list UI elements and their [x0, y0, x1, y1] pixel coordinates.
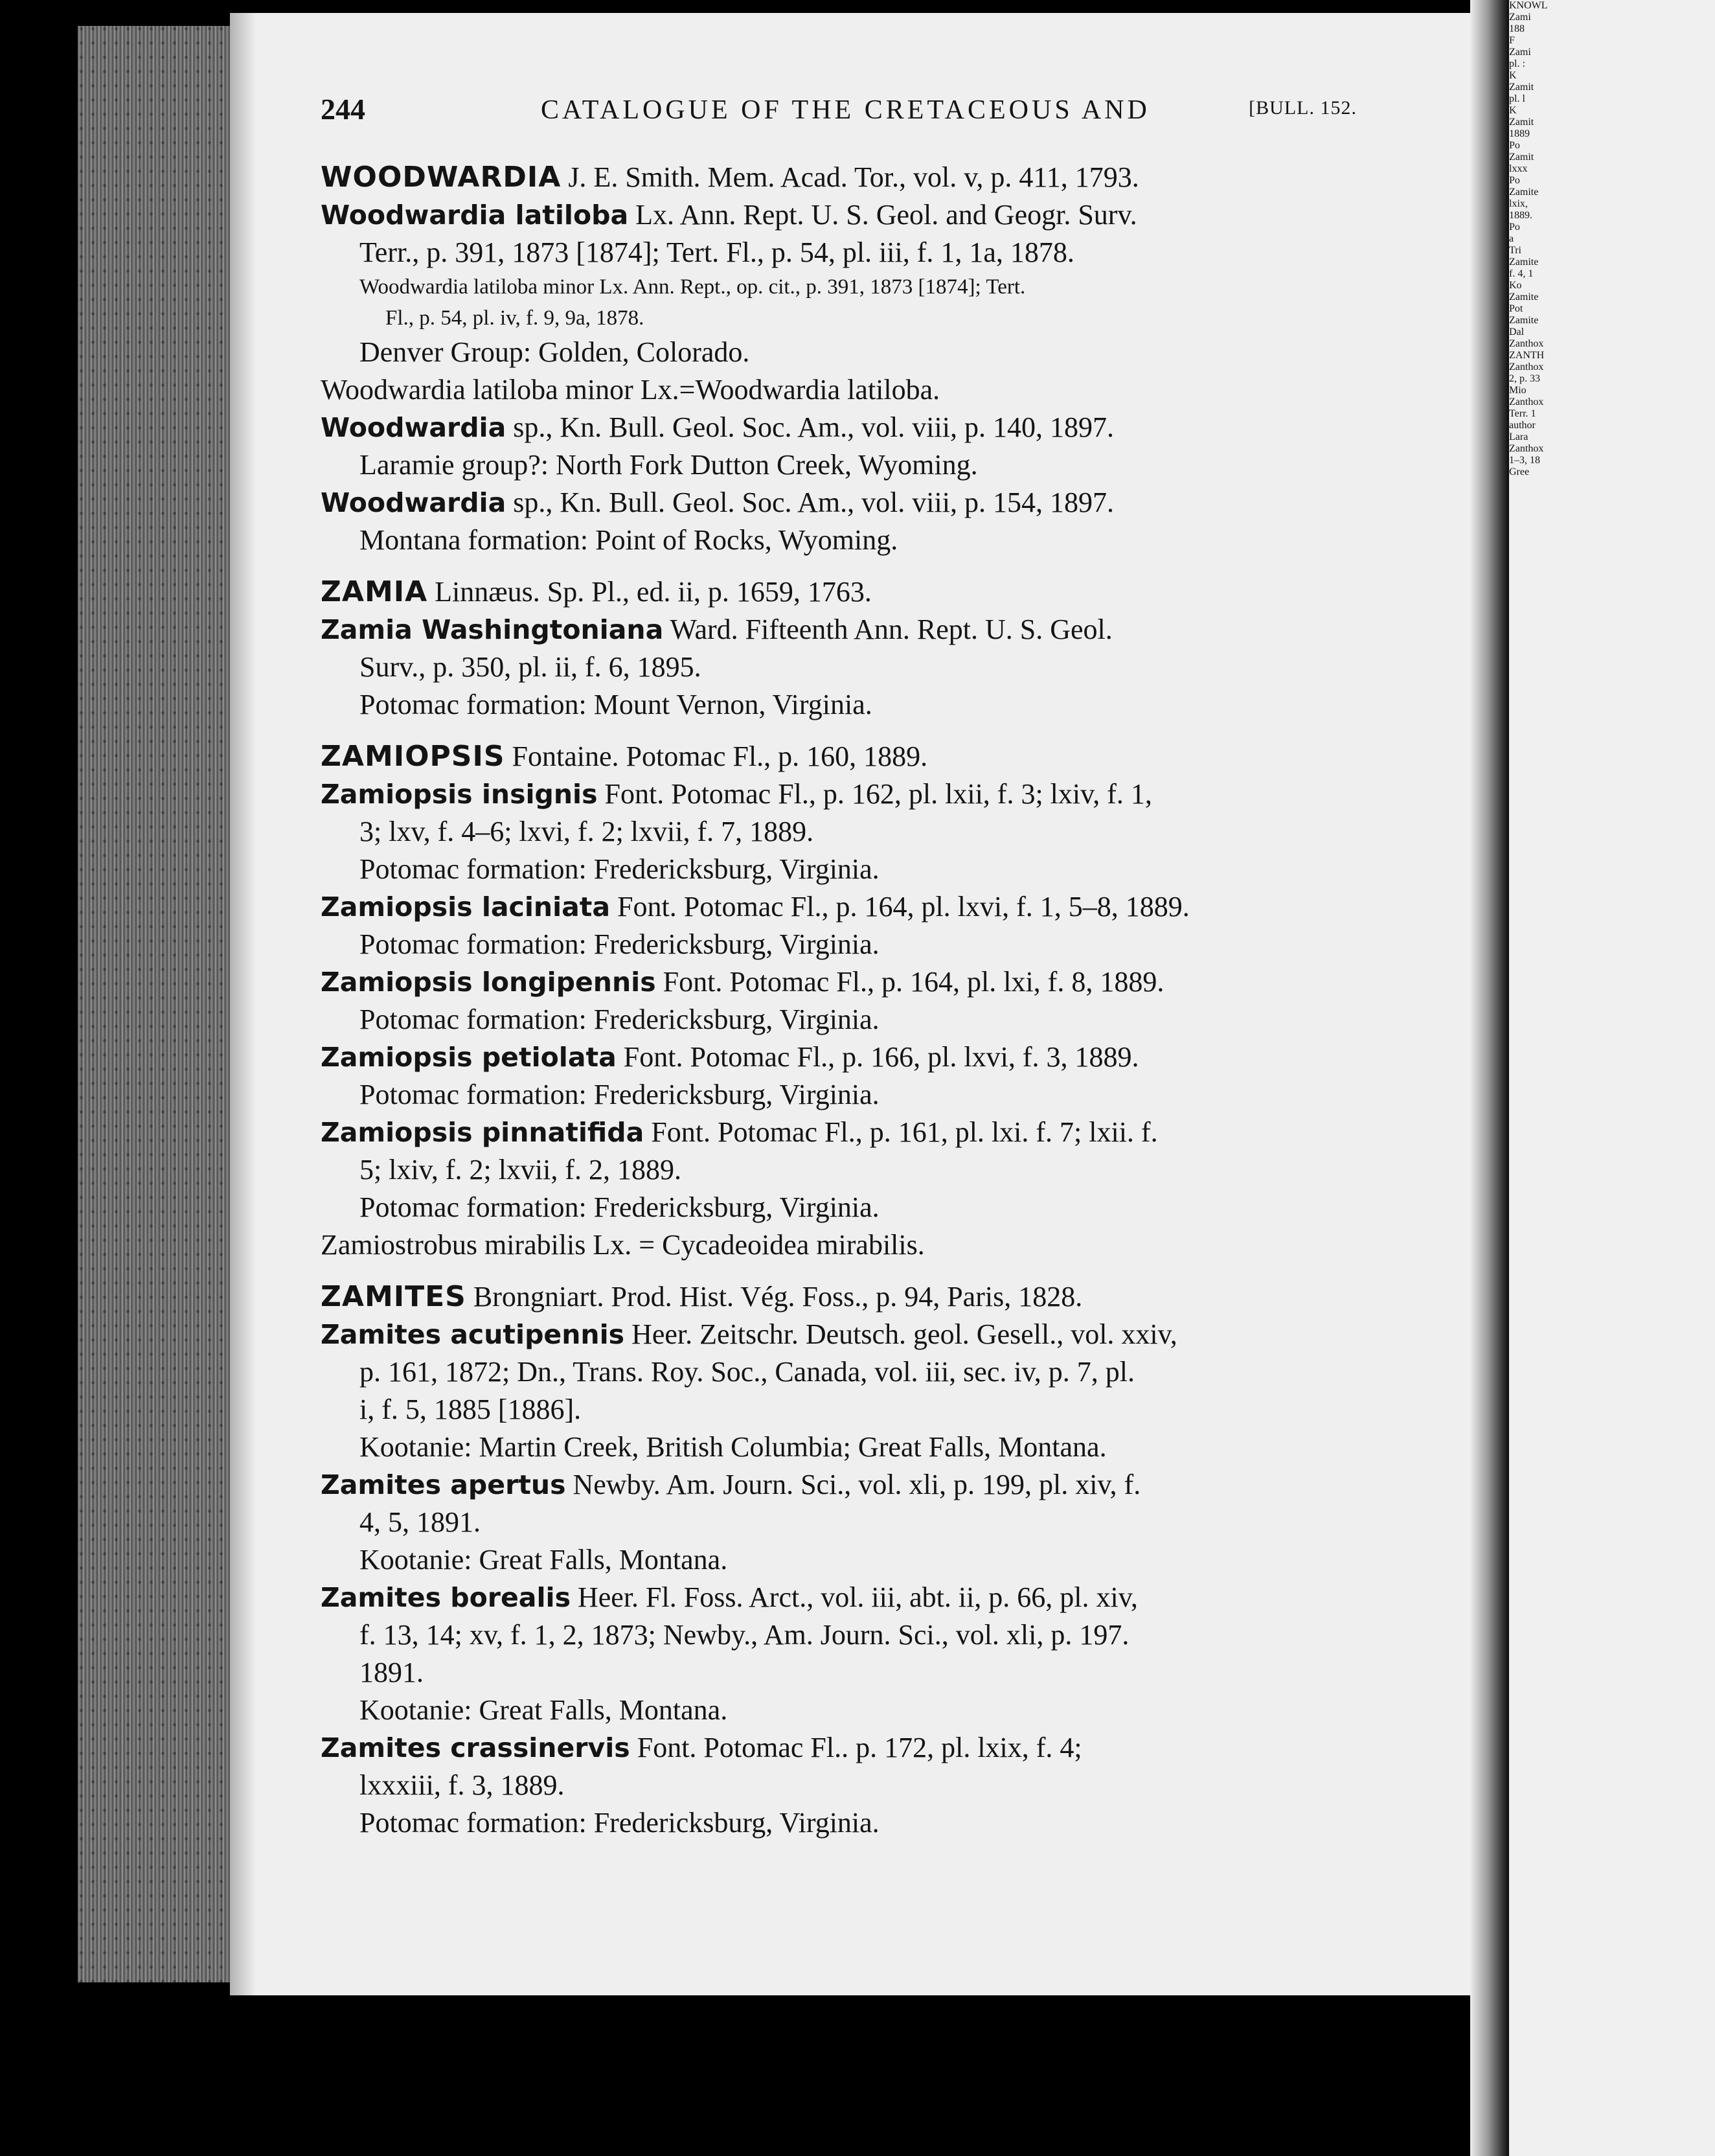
right-page-text-fragment: author — [1509, 420, 1536, 431]
citation-text: Newby. Am. Journ. Sci., vol. xli, p. 199, pl. xiv, f. — [565, 1469, 1141, 1500]
catalogue-line — [321, 1353, 1370, 1391]
citation-text: sp., Kn. Bull. Geol. Soc. Am., vol. viii, p. 154, 1897. — [506, 487, 1114, 518]
catalogue-line — [321, 1804, 1370, 1842]
right-page-text-fragment: Zamite — [1509, 257, 1539, 268]
right-page-text-fragment: Zamite — [1509, 292, 1539, 303]
catalogue-line — [321, 686, 1370, 724]
catalogue-line — [321, 1767, 1370, 1804]
catalogue-line — [321, 484, 1370, 522]
right-page-text-fragment: 1889. — [1509, 210, 1532, 221]
catalogue-line — [321, 1114, 1370, 1151]
catalogue-line — [321, 371, 1370, 409]
citation-text: 5; lxiv, f. 2; lxvii, f. 2, 1889. — [359, 1154, 682, 1186]
citation-text: Fontaine. Potomac Fl., p. 160, 1889. — [505, 740, 928, 772]
running-title: CATALOGUE OF THE CRETACEOUS AND — [541, 95, 1150, 125]
citation-text: Brongniart. Prod. Hist. Vég. Foss., p. 94, Paris, 1828. — [466, 1281, 1083, 1313]
right-page-text-fragment: Zamite — [1509, 187, 1539, 198]
catalogue-line — [321, 334, 1370, 371]
citation-text: Font. Potomac Fl.. p. 172, pl. lxix, f. 4; — [630, 1732, 1082, 1763]
citation-text: p. 161, 1872; Dn., Trans. Roy. Soc., Canada, vol. iii, sec. iv, p. 7, pl. — [359, 1356, 1135, 1388]
locality-text: Potomac formation: Fredericksburg, Virginia. — [359, 1807, 880, 1839]
locality-text: Kootanie: Great Falls, Montana. — [359, 1694, 728, 1726]
species-name: Zamiopsis longipennis — [321, 967, 656, 998]
section-gap — [321, 559, 1370, 573]
right-page-text-fragment: 2, p. 33 — [1509, 373, 1540, 384]
catalogue-line — [321, 1278, 1370, 1316]
right-page-text-fragment: Po — [1509, 175, 1520, 186]
locality-text: Denver Group: Golden, Colorado. — [359, 336, 750, 368]
catalogue-line — [321, 1729, 1370, 1767]
catalogue-line — [321, 648, 1370, 686]
catalogue-line — [321, 1189, 1370, 1226]
locality-text: Potomac formation: Fredericksburg, Virginia. — [359, 853, 880, 885]
catalogue-line — [321, 775, 1370, 813]
catalogue-line — [321, 1226, 1370, 1264]
book-page-edges — [78, 26, 233, 1982]
locality-text: Kootanie: Great Falls, Montana. — [359, 1544, 728, 1576]
citation-text: Woodwardia latiloba minor Lx. Ann. Rept., op. cit., p. 391, 1873 [1874]; Tert. — [359, 275, 1026, 299]
catalogue-line — [321, 1654, 1370, 1692]
citation-text: i, f. 5, 1885 [1886]. — [359, 1393, 582, 1425]
catalogue-line — [321, 522, 1370, 559]
catalogue-line — [321, 573, 1370, 611]
species-name: Zamiopsis petiolata — [321, 1042, 617, 1073]
right-page-text-fragment: F — [1509, 35, 1515, 46]
species-name: Woodwardia — [321, 487, 506, 518]
catalogue-entries — [321, 159, 1370, 1842]
citation-text: Font. Potomac Fl., p. 164, pl. lxvi, f. 1, 5–8, 1889. — [610, 891, 1190, 923]
catalogue-line — [321, 1391, 1370, 1428]
catalogue-line — [321, 303, 1370, 334]
citation-text: 1891. — [359, 1657, 424, 1688]
locality-text: Potomac formation: Fredericksburg, Virginia. — [359, 1003, 880, 1035]
locality-text: Montana formation: Point of Rocks, Wyoming. — [359, 524, 898, 556]
bulletin-reference: [BULL. 152. — [1249, 97, 1357, 119]
page-number: 244 — [321, 93, 365, 126]
right-page-text-fragment: ZANTH — [1509, 350, 1545, 361]
catalogue-line — [321, 1038, 1370, 1076]
catalogue-line — [321, 196, 1370, 234]
catalogue-line — [321, 1466, 1370, 1504]
citation-text: Font. Potomac Fl., p. 161, pl. lxi. f. 7; lxii. f. — [644, 1116, 1158, 1148]
book-gutter — [1470, 0, 1509, 2156]
right-page-text-fragment: Zanthox — [1509, 338, 1544, 349]
citation-text: Ward. Fifteenth Ann. Rept. U. S. Geol. — [663, 614, 1113, 645]
citation-text: Zamiostrobus mirabilis Lx. = Cycadeoidea mirabilis. — [321, 1229, 925, 1261]
citation-text: J. E. Smith. Mem. Acad. Tor., vol. v, p. 411, 1793. — [561, 161, 1139, 193]
citation-text: Fl., p. 54, pl. iv, f. 9, 9a, 1878. — [385, 306, 644, 330]
citation-text: Font. Potomac Fl., p. 166, pl. lxvi, f. 3, 1889. — [616, 1041, 1139, 1073]
right-page-text-fragment: Ko — [1509, 280, 1522, 291]
right-page-text-fragment: Zanthox — [1509, 396, 1544, 407]
right-page-text-fragment: Zami — [1509, 47, 1531, 58]
locality-text: Potomac formation: Fredericksburg, Virginia. — [359, 1191, 880, 1223]
section-gap — [321, 1264, 1370, 1278]
right-page-text-fragment: Zamit — [1509, 117, 1534, 128]
species-name: Zamiopsis laciniata — [321, 891, 611, 923]
right-page-text-fragment: Lara — [1509, 431, 1528, 442]
catalogue-line — [321, 1151, 1370, 1189]
locality-text: Laramie group?: North Fork Dutton Creek, Wyoming. — [359, 449, 978, 481]
citation-text: Lx. Ann. Rept. U. S. Geol. and Geogr. Surv. — [628, 199, 1137, 231]
right-page-text-fragment: 1–3, 18 — [1509, 455, 1540, 466]
right-page-text-fragment: Zamite — [1509, 315, 1539, 326]
catalogue-line — [321, 1541, 1370, 1579]
species-name: Woodwardia — [321, 412, 506, 443]
locality-text: Potomac formation: Mount Vernon, Virginia. — [359, 689, 872, 720]
right-page-text-fragment: Mio — [1509, 385, 1527, 396]
catalogue-line — [321, 1616, 1370, 1654]
right-page-text-fragment: Tri — [1509, 245, 1521, 256]
catalogue-line — [321, 409, 1370, 446]
citation-text: Font. Potomac Fl., p. 162, pl. lxii, f. 3; lxiv, f. 1, — [597, 778, 1152, 810]
locality-text: Potomac formation: Fredericksburg, Virginia. — [359, 928, 880, 960]
right-page-text-fragment: K — [1509, 105, 1517, 116]
right-page-text-fragment: Po — [1509, 222, 1520, 233]
right-page-text-fragment: 188 — [1509, 23, 1525, 34]
catalogue-line — [321, 1504, 1370, 1541]
citation-text: Terr., p. 391, 1873 [1874]; Tert. Fl., p. 54, pl. iii, f. 1, 1a, 1878. — [359, 236, 1074, 268]
species-name: Zamia Washingtoniana — [321, 614, 664, 645]
catalogue-line — [321, 611, 1370, 648]
section-gap — [321, 724, 1370, 738]
catalogue-line — [321, 738, 1370, 775]
citation-text: lxxxiii, f. 3, 1889. — [359, 1769, 565, 1801]
catalogue-line — [321, 963, 1370, 1001]
right-page-text-fragment: pl. : — [1509, 58, 1525, 69]
species-name: Woodwardia latiloba — [321, 200, 629, 231]
catalogue-line — [321, 1001, 1370, 1038]
right-page-text-fragment: Terr. 1 — [1509, 408, 1536, 419]
right-page-text-fragment: Pot — [1509, 303, 1523, 314]
right-page-text-fragment: lxxx — [1509, 163, 1528, 174]
species-name: Zamiopsis pinnatifida — [321, 1117, 644, 1148]
citation-text: Woodwardia latiloba minor Lx.=Woodwardia latiloba. — [321, 374, 940, 406]
catalogue-line — [321, 1692, 1370, 1729]
species-name: Zamites acutipennis — [321, 1319, 625, 1350]
right-page-text-fragment: Zanthox — [1509, 361, 1544, 373]
locality-text: Kootanie: Martin Creek, British Columbia; Great Falls, Montana. — [359, 1431, 1107, 1463]
catalogue-line — [321, 271, 1370, 303]
species-name: Zamites borealis — [321, 1582, 571, 1613]
right-page-text-fragment: Zamit — [1509, 152, 1534, 163]
right-page-text-fragment: 1889 — [1509, 128, 1530, 139]
right-page-text-fragment: Po — [1509, 140, 1520, 151]
genus-name: WOODWARDIA — [321, 161, 562, 194]
citation-text: Font. Potomac Fl., p. 164, pl. lxi, f. 8, 1889. — [655, 966, 1164, 998]
catalogue-line — [321, 888, 1370, 926]
right-page-text-fragment: Dal — [1509, 327, 1525, 338]
catalogue-line — [321, 446, 1370, 484]
species-name: Zamiopsis insignis — [321, 779, 598, 810]
catalogue-line — [321, 813, 1370, 851]
citation-text: sp., Kn. Bull. Geol. Soc. Am., vol. viii, p. 140, 1897. — [506, 411, 1114, 443]
citation-text: Surv., p. 350, pl. ii, f. 6, 1895. — [359, 651, 701, 683]
citation-text: 4, 5, 1891. — [359, 1506, 481, 1538]
catalogue-line — [321, 1316, 1370, 1353]
catalogue-line — [321, 1579, 1370, 1616]
genus-name: ZAMIA — [321, 575, 428, 608]
right-page-text-fragment: Zanthox — [1509, 443, 1544, 454]
right-page-text-fragment: Zami — [1509, 12, 1531, 23]
catalogue-line — [321, 159, 1370, 196]
right-page-text-fragment: f. 4, 1 — [1509, 268, 1534, 279]
citation-text: 3; lxv, f. 4–6; lxvi, f. 2; lxvii, f. 7, 1889. — [359, 816, 814, 847]
catalogue-line — [321, 1076, 1370, 1114]
locality-text: Potomac formation: Fredericksburg, Virginia. — [359, 1079, 880, 1110]
genus-name: ZAMITES — [321, 1280, 466, 1313]
right-page-text-fragment: lxix, — [1509, 198, 1528, 209]
species-name: Zamites crassinervis — [321, 1732, 630, 1763]
citation-text: Heer. Zeitschr. Deutsch. geol. Gesell., vol. xxiv, — [624, 1318, 1177, 1350]
page-header — [321, 92, 1357, 137]
catalogue-line — [321, 1428, 1370, 1466]
citation-text: Heer. Fl. Foss. Arct., vol. iii, abt. ii, p. 66, pl. xiv, — [570, 1581, 1138, 1613]
catalogue-line — [321, 851, 1370, 888]
citation-text: Linnæus. Sp. Pl., ed. ii, p. 1659, 1763. — [427, 576, 872, 608]
right-page-text-fragment: Gree — [1509, 466, 1530, 477]
species-name: Zamites apertus — [321, 1469, 566, 1500]
right-page-fragment — [1509, 0, 1715, 2156]
right-page-header: KNOWL — [1509, 0, 1548, 11]
right-page-text-fragment: Zamit — [1509, 82, 1534, 93]
catalogue-line — [321, 926, 1370, 963]
right-page-text-fragment: a — [1509, 233, 1514, 244]
genus-name: ZAMIOPSIS — [321, 740, 505, 773]
citation-text: f. 13, 14; xv, f. 1, 2, 1873; Newby., Am. Journ. Sci., vol. xli, p. 197. — [359, 1619, 1130, 1651]
right-page-text-fragment: pl. l — [1509, 93, 1525, 104]
catalogue-line — [321, 234, 1370, 271]
right-page-text-fragment: K — [1509, 70, 1517, 81]
